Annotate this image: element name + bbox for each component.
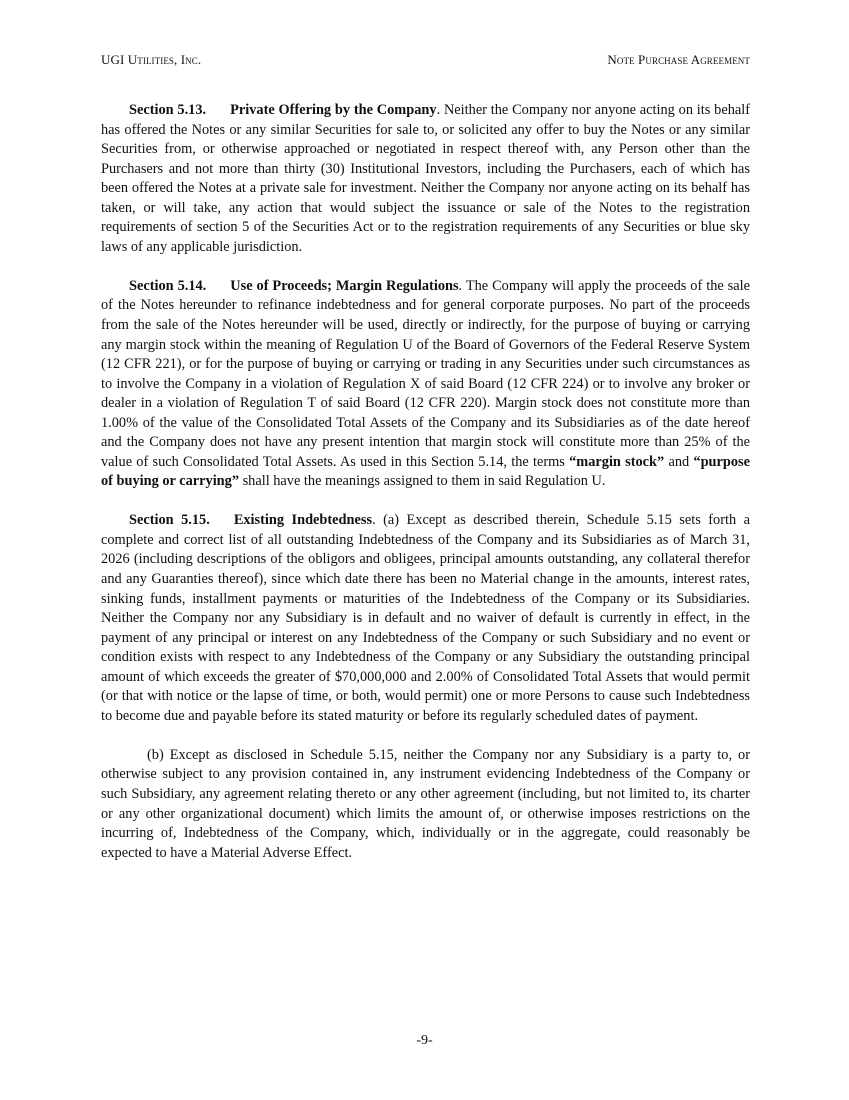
section-5-15	[101, 511, 750, 726]
section-5-13	[101, 101, 750, 257]
defined-term-margin-stock: “margin stock”	[569, 453, 665, 470]
section-text-end: shall have the meanings assigned to them in said Regulation U.	[239, 473, 606, 490]
section-number: Section 5.13.	[129, 102, 207, 118]
section-number: Section 5.15.	[129, 512, 210, 529]
header-company-name: UGI Utilities, Inc.	[101, 52, 202, 67]
section-text: . (a) Except as described therein, Schedule 5.15 sets forth a complete and correct list of all outstanding Indebtedness of the Company and its Subsidiaries as of March 31, 2026 (including descriptions of the obligors and obligees, principal amounts outstanding, any collateral therefor and any Guaranties thereof), since which date there has been no Material change in the amounts, interest rates, sinking funds, installment payments or maturities of the Indebtedness of the Company or its Subsidiaries. Neither the Company nor any Subsidiary is in default and no waiver of default is currently in effect, in the payment of any principal or interest on any Indebtedness of the Company or such Subsidiary and no event or condition exists with respect to any Indebtedness of the Company or any Subsidiary the outstanding principal amount of which exceeds the greater of $70,000,000 and 2.00% of Consolidated Total Assets that would permit (or that with notice or the lapse of time, or both, would permit) one or more Persons to cause such Indebtedness to become due and payable before its stated maturity or before its regularly scheduled dates of payment.	[101, 512, 751, 724]
section-title: Use of Proceeds; Margin Regulations	[230, 277, 459, 294]
header-document-title: Note Purchase Agreement	[607, 52, 750, 67]
section-text: . The Company will apply the proceeds of the sale of the Notes hereunder to refinance indebtedness and for general corporate purposes. No part of the proceeds from the sale of the Notes hereunder will be used, directly or indirectly, for the purpose of buying or carrying any margin stock within the meaning of Regulation U of the Board of Governors of the Federal Reserve System (12 CFR 221), or for the purpose of buying or carrying or trading in any Securities under such circumstances as to involve the Company in a violation of Regulation X of said Board (12 CFR 224) or to involve any broker or dealer in a violation of Regulation T of said Board (12 CFR 220). Margin stock does not constitute more than 1.00% of the value of the Consolidated Total Assets of the Company and its Subsidiaries as of the date hereof and the Company does not have any present intention that margin stock will constitute more than 25% of the value of such Consolidated Total Assets. As used in this Section 5.14, the terms	[101, 277, 750, 470]
page-number: -9-	[416, 1033, 433, 1048]
section-text-connector: and	[664, 453, 694, 470]
defined-term-purpose-of-buying: “purpose of buying or carrying”	[101, 453, 750, 490]
section-title: Private Offering by the Company	[230, 102, 437, 118]
section-5-15-b: (b) Except as disclosed in Schedule 5.15, neither the Company nor any Subsidiary is a party to, or otherwise subject to any provision contained in, any instrument evidencing Indebtedness of the Company or such Subsidiary, any agreement relating thereto or any other agreement (including, but not limited to, its charter or any other organizational document) which limits the amount of, or otherwise imposes restrictions on the incurring of, Indebtedness of the Company, which, individually or in the aggregate, could reasonably be expected to have a Material Adverse Effect.	[101, 746, 750, 861]
section-number: Section 5.14.	[129, 277, 207, 294]
section-text: . Neither the Company nor anyone acting on its behalf has offered the Notes or any similar Securities for sale to, or solicited any offer to buy the Notes or any similar Securities from, or otherwise approached or negotiated in respect thereof with, any Person other than the Purchasers and not more than thirty (30) Institutional Investors, including the Purchasers, each of which has been offered the Notes at a private sale for investment. Neither the Company nor anyone acting on its behalf has taken, or will take, any action that would subject the issuance or sale of the Notes to the registration requirements of section 5 of the Securities Act or to the registration requirements of any Securities or blue sky laws of any applicable jurisdiction.	[101, 102, 750, 255]
section-5-14	[101, 277, 750, 492]
page-header	[101, 52, 750, 70]
section-title: Existing Indebtedness	[233, 512, 373, 529]
document-body	[101, 101, 750, 883]
